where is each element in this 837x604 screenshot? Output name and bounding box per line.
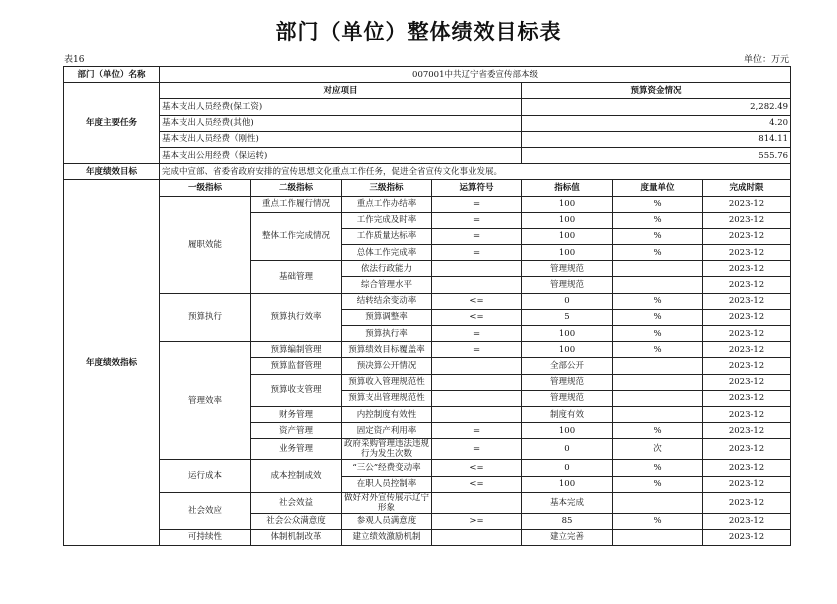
indicator-op: = [432,423,522,439]
indicator-deadline: 2023-12 [703,529,791,545]
tasks-section-label: 年度主要任务 [64,83,160,164]
indicator-unit [613,374,703,390]
indicator-unit: % [613,460,703,476]
indicator-value: 85 [522,513,613,529]
indicator-l2: 社会效益 [251,492,342,513]
indicator-l1: 履职效能 [160,196,251,293]
indicator-l2: 预算编制管理 [251,342,342,358]
indicator-value: 建立完善 [522,529,613,545]
indicator-value: 5 [522,309,613,325]
indicator-row [64,196,791,212]
header-l1: 一级指标 [160,180,251,196]
indicator-op: = [432,228,522,244]
task-fund: 2,282.49 [522,99,791,115]
indicator-op [432,492,522,513]
indicator-op: = [432,196,522,212]
indicator-unit: % [613,309,703,325]
header-l3: 三级指标 [342,180,432,196]
indicator-l3: 预决算公开情况 [342,358,432,374]
indicator-unit: % [613,245,703,261]
dept-name: 007001中共辽宁省委宣传部本级 [160,67,791,83]
header-op: 运算符号 [432,180,522,196]
indicator-op [432,529,522,545]
indicator-unit: % [613,423,703,439]
indicator-unit [613,277,703,293]
header-value: 指标值 [522,180,613,196]
indicator-l2: 资产管理 [251,423,342,439]
indicator-unit [613,358,703,374]
indicator-deadline: 2023-12 [703,476,791,492]
indicator-unit [613,492,703,513]
indicator-row [64,492,791,513]
indicator-op: = [432,245,522,261]
indicator-value: 全部公开 [522,358,613,374]
indicator-unit: % [613,293,703,309]
indicator-l3: 预算收入管理规范性 [342,374,432,390]
indicator-value: 100 [522,228,613,244]
indicator-l3: 参观人员满意度 [342,513,432,529]
indicator-op [432,358,522,374]
indicator-l3: 建立绩效激励机制 [342,529,432,545]
indicator-l1: 预算执行 [160,293,251,342]
task-item: 基本支出人员经费（刚性) [160,131,522,147]
indicator-unit: % [613,326,703,342]
indicator-l2: 业务管理 [251,439,342,460]
header-unit: 度量单位 [613,180,703,196]
indicator-row [64,342,791,358]
indicator-l2: 社会公众满意度 [251,513,342,529]
task-row [64,147,791,163]
unit-label: 单位：万元 [743,55,789,65]
indicator-value: 0 [522,460,613,476]
indicator-value: 0 [522,439,613,460]
indicator-deadline: 2023-12 [703,390,791,406]
indicator-value: 100 [522,196,613,212]
indicator-value: 基本完成 [522,492,613,513]
indicator-l3: 政府采购管理违法违规行为发生次数 [342,439,432,460]
indicator-op: >= [432,513,522,529]
indicator-op: = [432,212,522,228]
indicator-unit: % [613,476,703,492]
indicator-l3: “三公”经费变动率 [342,460,432,476]
indicator-deadline: 2023-12 [703,212,791,228]
indicator-deadline: 2023-12 [703,228,791,244]
indicator-unit [613,529,703,545]
indicator-value: 管理规范 [522,277,613,293]
dept-row [64,67,791,83]
indicator-l3: 预算调整率 [342,309,432,325]
header-deadline: 完成时限 [703,180,791,196]
indicator-deadline: 2023-12 [703,513,791,529]
indicator-unit [613,261,703,277]
indicator-deadline: 2023-12 [703,245,791,261]
indicator-unit: % [613,228,703,244]
indicator-l2: 成本控制成效 [251,460,342,492]
indicator-op [432,261,522,277]
task-item: 基本支出人员经费(其他) [160,115,522,131]
indicator-op: = [432,439,522,460]
indicator-l3: 依法行政能力 [342,261,432,277]
indicator-deadline: 2023-12 [703,374,791,390]
indicator-unit [613,390,703,406]
indicator-row [64,293,791,309]
indicator-value: 制度有效 [522,406,613,422]
indicator-l3: 预算执行率 [342,326,432,342]
col-item-header: 对应项目 [160,83,522,99]
task-item: 基本支出人员经费(保工资) [160,99,522,115]
indicator-l3: 工作完成及时率 [342,212,432,228]
indicator-value: 100 [522,245,613,261]
indicator-op: <= [432,293,522,309]
indicator-deadline: 2023-12 [703,423,791,439]
task-fund: 555.76 [522,147,791,163]
indicator-op [432,390,522,406]
indicator-l2: 体制机制改革 [251,529,342,545]
task-fund: 814.11 [522,131,791,147]
indicator-unit [613,406,703,422]
indicator-l2: 财务管理 [251,406,342,422]
indicator-value: 100 [522,342,613,358]
col-fund-header: 预算资金情况 [522,83,791,99]
indicator-value: 管理规范 [522,261,613,277]
indicator-l3: 在职人员控制率 [342,476,432,492]
indicator-op [432,406,522,422]
indicators-section-label: 年度绩效指标 [64,180,160,546]
indicator-l1: 社会效应 [160,492,251,529]
indicator-l2: 预算收支管理 [251,374,342,406]
indicator-op [432,374,522,390]
indicator-l3: 内控制度有效性 [342,406,432,422]
indicator-l2: 重点工作履行情况 [251,196,342,212]
indicator-deadline: 2023-12 [703,293,791,309]
header-l2: 二级指标 [251,180,342,196]
indicator-l2: 预算监督管理 [251,358,342,374]
indicator-unit: % [613,196,703,212]
indicator-deadline: 2023-12 [703,439,791,460]
indicator-l3: 工作质量达标率 [342,228,432,244]
indicator-l2: 基础管理 [251,261,342,293]
indicator-op: <= [432,309,522,325]
tasks-header-row [64,83,791,99]
indicator-l2: 整体工作完成情况 [251,212,342,261]
indicator-l2: 预算执行效率 [251,293,342,342]
task-item: 基本支出公用经费（保运转) [160,147,522,163]
indicator-deadline: 2023-12 [703,277,791,293]
indicator-op: <= [432,460,522,476]
indicator-deadline: 2023-12 [703,460,791,476]
performance-table [63,66,791,546]
indicator-deadline: 2023-12 [703,358,791,374]
indicator-l3: 结转结余变动率 [342,293,432,309]
indicator-l3: 重点工作办结率 [342,196,432,212]
indicator-l1: 运行成本 [160,460,251,492]
indicator-op [432,277,522,293]
goal-text: 完成中宣部、省委省政府安排的宣传思想文化重点工作任务，促进全省宣传文化事业发展。 [160,164,791,180]
indicator-l1: 管理效率 [160,342,251,460]
indicator-value: 100 [522,476,613,492]
indicator-value: 0 [522,293,613,309]
indicator-unit: % [613,212,703,228]
task-row [64,99,791,115]
indicator-l3: 综合管理水平 [342,277,432,293]
indicator-deadline: 2023-12 [703,326,791,342]
indicator-value: 管理规范 [522,374,613,390]
indicator-value: 100 [522,326,613,342]
indicator-l3: 做好对外宣传展示辽宁形象 [342,492,432,513]
indicator-value: 管理规范 [522,390,613,406]
indicator-row [64,460,791,476]
indicator-deadline: 2023-12 [703,196,791,212]
indicator-deadline: 2023-12 [703,406,791,422]
task-fund: 4.20 [522,115,791,131]
goal-row [64,164,791,180]
indicator-op: = [432,326,522,342]
indicator-l3: 预算支出管理规范性 [342,390,432,406]
dept-label: 部门（单位）名称 [64,67,160,83]
indicator-op: <= [432,476,522,492]
page-title: 部门（单位）整体绩效目标表 [275,20,562,44]
indicator-deadline: 2023-12 [703,492,791,513]
indicator-l1: 可持续性 [160,529,251,545]
indicator-unit: % [613,342,703,358]
indicator-deadline: 2023-12 [703,261,791,277]
indicator-value: 100 [522,423,613,439]
indicator-unit: 次 [613,439,703,460]
task-row [64,131,791,147]
indicator-row [64,529,791,545]
task-row [64,115,791,131]
indicator-l3: 预算绩效目标覆盖率 [342,342,432,358]
indicator-value: 100 [522,212,613,228]
table-id: 表16 [64,55,85,65]
indicator-header-row [64,180,791,196]
indicator-deadline: 2023-12 [703,342,791,358]
indicator-l3: 总体工作完成率 [342,245,432,261]
indicator-op: = [432,342,522,358]
indicator-unit: % [613,513,703,529]
goal-label: 年度绩效目标 [64,164,160,180]
indicator-l3: 固定资产利用率 [342,423,432,439]
indicator-deadline: 2023-12 [703,309,791,325]
